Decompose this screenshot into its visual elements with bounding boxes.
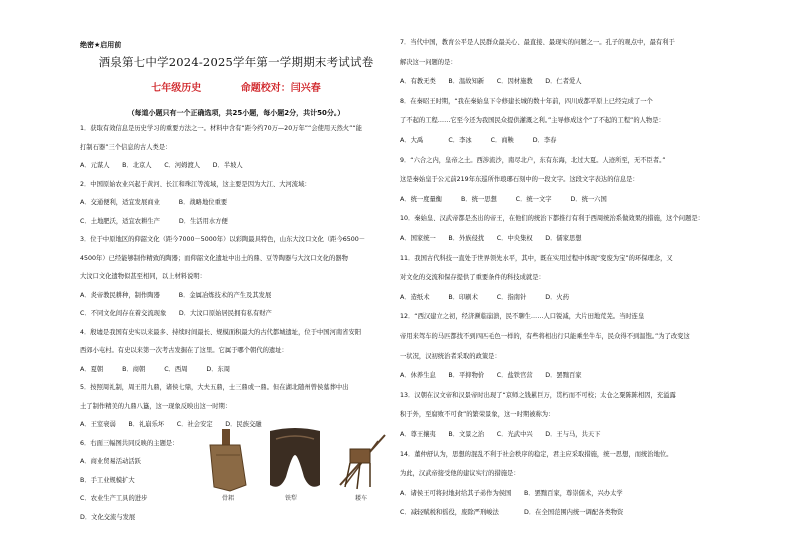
exam-title: 酒泉第七中学2024-2025学年第一学期期末考试试卷 bbox=[98, 55, 374, 69]
right-line: 一状况，汉初统治者采取的政策是： bbox=[400, 352, 501, 360]
left-line: 西郊小屯村。有史以来第一次考古发掘在了这里。它属于哪个朝代的遗址： bbox=[80, 347, 288, 354]
left-line: A．炎帝教民耕种，制作陶器 B．金属冶炼技术的产生及其发展 bbox=[80, 291, 272, 299]
left-line: 5．按照周礼制，周王用九鼎，诸侯七鼎，大夫五鼎，士三鼎或一鼎。但在湖北随州曾侯墓葬中出 bbox=[80, 384, 349, 391]
figure-label-3: 耧车 bbox=[355, 495, 368, 502]
right-line: 14．董仲舒认为，思想的混乱不利于社会秩序的稳定，君主应采取措施，统一思想，而统治地位。 bbox=[400, 450, 673, 458]
left-line: D．文化交流与发展 bbox=[80, 513, 136, 521]
left-line: A．元谋人 B．北京人 C．河姆渡人 D．半坡人 bbox=[80, 162, 243, 169]
right-line: 9．“六合之内，皇帝之土。西涉流沙，南尽北户，东有东海，北过大夏。人迹所至，无不臣者。” bbox=[400, 156, 666, 164]
right-line: 12．“西汉建立之初，经济濒临崩溃，民不聊生……人口锐减，大片田地荒芜。当时连皇 bbox=[400, 313, 645, 321]
right-line: 积于外，至腐败不可食”的繁荣景象，这一时期被称为： bbox=[400, 411, 555, 419]
left-line: B．手工业规模扩大 bbox=[80, 476, 135, 484]
secret-mark: 绝密★启用前 bbox=[80, 41, 122, 49]
left-line: 1．获取有效信息是历史学习的重要方法之一。材料中含有“距今约70万—20万年”“会使用天然火”“能 bbox=[80, 125, 362, 132]
left-line: 打制石器”三个信息的古人类是： bbox=[80, 143, 172, 151]
seed-drill-image bbox=[340, 435, 385, 489]
right-line: 7．当代中国，教育公平是人民群众最关心、最直接、最现实的问题之一。孔子的观点中，最有利于 bbox=[400, 39, 675, 46]
right-line: A．休养生息 B．平抑物价 C．盐铁官营 D．罢黜百家 bbox=[400, 372, 582, 380]
subject-label: 七年级历史 bbox=[151, 83, 202, 94]
left-line: A．夏朝 B．商朝 C．西周 D．东周 bbox=[80, 365, 231, 373]
right-line: C．减轻赋税和徭役，废除严刑峻法 D．在全国范围内统一调配各类物资 bbox=[400, 509, 624, 517]
left-line: 3．位于中原地区的仰韶文化（距今7000－5000年）以彩陶最具特色，山东大汶口文化（距今6500－ bbox=[80, 236, 366, 243]
left-line: 4500年）已经能够制作精致的陶器；而仰韶文化遗址中出土的鼎、豆等陶器与大汶口文化的器物 bbox=[80, 254, 348, 262]
right-line: 11．我国古代科技一直处于世界领先水平，其中，既在实用过程中体现“变废为宝”的环保理念，又 bbox=[400, 254, 673, 262]
left-line: A．商业贸易活动活跃 bbox=[80, 458, 141, 465]
right-line: 这是秦始皇于公元前219年东巡所作琅琊石刻中的一段文字。这段文字表达的信息是： bbox=[400, 176, 639, 184]
left-line: A．交通便利，适宜发展商业 B．战略地位重要 bbox=[80, 199, 228, 206]
right-line: 8．在秦昭王时期，“我在秦始皇下令修建长城的数十年前，四川成都平原上已经完成了一个 bbox=[400, 97, 653, 105]
left-line: C．不同文化间存在着交流现象 D．大汶口原始居民拥有私有财产 bbox=[80, 310, 272, 317]
exam-note: （每道小题只有一个正确选项，共25小题，每小题2分，共计50分。） bbox=[127, 109, 345, 117]
right-line: 13．汉朝在汉文帝和汉景帝时出现了“京师之钱累巨万，贯朽而不可校；太仓之粟陈陈相因，充溢露 bbox=[400, 391, 676, 399]
right-line: A．尊王攘夷 B．文景之治 C．光武中兴 D．王与马，共天下 bbox=[400, 431, 601, 438]
left-line: C．土地肥沃，适宜农耕生产 D．生活用水方便 bbox=[80, 217, 228, 225]
right-line: A．诸侯王可将封地封给其子弟作为侯国 B．罢黜百家，尊崇儒术，兴办太学 bbox=[400, 489, 623, 497]
right-line: 解决这一问题的是： bbox=[400, 58, 457, 66]
iron-plough-image bbox=[270, 428, 320, 487]
exam-subtitle bbox=[80, 79, 392, 94]
bone-spade-image bbox=[210, 429, 246, 491]
right-line: A．国家统一 B．外族侵扰 C．中央集权 D．儒家思想 bbox=[400, 235, 582, 242]
tools-illustration bbox=[200, 425, 390, 495]
right-line: 为此，汉武帝接受他的建议实行的措施是： bbox=[400, 470, 520, 478]
right-line: A．大禹 C．李冰 C．商鞅 D．李春 bbox=[400, 137, 557, 144]
right-line: 对文化的交流和保存提供了重要条件的科技成就是： bbox=[400, 274, 545, 282]
figure-label-2: 铁犁 bbox=[285, 495, 298, 502]
right-line: 10．秦始皇、汉武帝都是杰出的帝王，在他们的统治下都推行有利于西周统治系做效果的措施，这个问题是： bbox=[400, 215, 704, 223]
left-line: 大汶口文化遗物似甚至相同，以上材料说明： bbox=[80, 273, 206, 280]
left-line: 4．殷墟是我国有史实以来最多、持续时间最长、规模面积最大的古代都城遗址，位于中国河南省安阳 bbox=[80, 328, 362, 336]
left-line: A．王室衰弱 B．礼崩乐坏 C．社会安定 D．民族交融 bbox=[80, 421, 262, 428]
reviewer-label: 命题校对：闫兴春 bbox=[240, 83, 321, 94]
right-line: A．造纸术 B．印刷术 C．指南针 D．火药 bbox=[400, 293, 569, 301]
figure-label-1: 骨耜 bbox=[222, 495, 235, 502]
left-line: C．农业生产工具的进步 bbox=[80, 495, 148, 502]
right-line: A．有教无类 B．温故知新 C．因材施教 D．仁者爱人 bbox=[400, 78, 582, 86]
left-line: 6．右面三幅图共同反映的主题是： bbox=[80, 439, 179, 447]
right-line: A．统一度量衡 B．统一思想 C．统一文字 D．统一六国 bbox=[400, 195, 607, 203]
right-line: 帝用来驾车的马匹都找不到四匹毛色一样的，有些将相出行只能乘坐牛车，民众得不到温饱。”为了改变这 bbox=[400, 333, 690, 340]
right-line: 了不起的工程……它至今还为我国民众提供灌溉之利。”主导修成这个“了不起的工程”的人物是： bbox=[400, 117, 665, 125]
tools-figure bbox=[200, 425, 390, 505]
left-line: 2．中国原始农业兴起于黄河、长江和珠江等流域，这主要是因为大江、大河流域： bbox=[80, 180, 311, 188]
left-line: 土了制作精美的九鼎八簋，这一现象反映出这一时期： bbox=[80, 402, 232, 410]
